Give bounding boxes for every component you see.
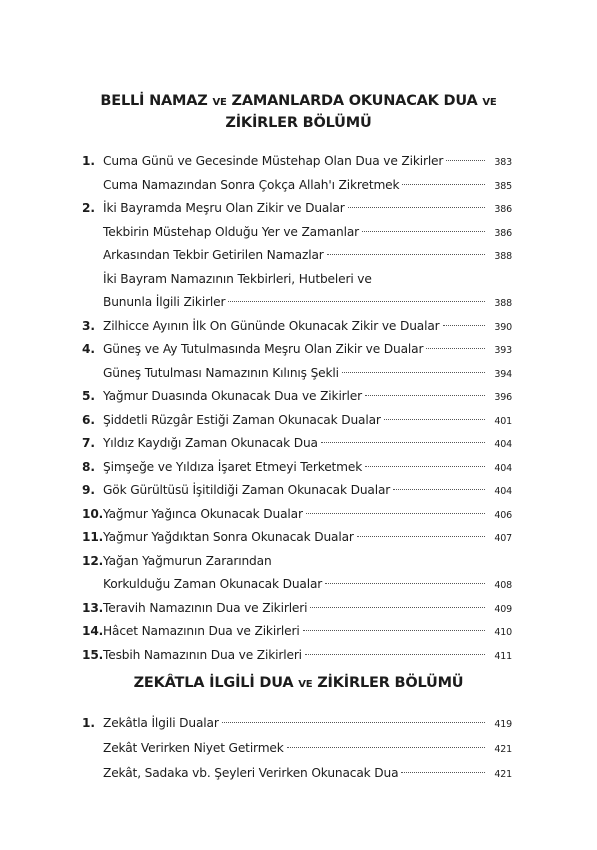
toc-entry-number: 13. <box>82 600 104 615</box>
toc-entry-title: Hâcet Namazının Dua ve Zikirleri <box>103 624 300 638</box>
toc-entry[interactable] <box>82 338 512 360</box>
toc-entry-page: 410 <box>494 627 512 638</box>
toc-entry-title: Bununla İlgili Zikirler <box>103 295 226 309</box>
toc-entry[interactable] <box>82 385 512 407</box>
section-title-part: BELLİ NAMAZ <box>100 93 213 109</box>
toc-entry[interactable] <box>82 644 512 666</box>
toc-entry-title: Cuma Namazından Sonra Çokça Allah'ı Zikretmek <box>103 177 400 192</box>
toc-entry-page: 386 <box>494 204 512 215</box>
toc-entry-page: 383 <box>494 157 512 168</box>
toc-entry-number: 10. <box>82 506 104 521</box>
dot-leader <box>446 160 485 161</box>
toc-entry[interactable] <box>82 409 512 431</box>
toc-entry[interactable] <box>82 573 512 595</box>
toc-entry-title: Yağmur Yağınca Okunacak Dualar <box>103 506 303 521</box>
dot-leader <box>325 583 485 584</box>
toc-entry-title: Şiddetli Rüzgâr Estiği Zaman Okunacak Dualar <box>103 412 381 427</box>
toc-entry-title: Arkasından Tekbir Getirilen Namazlar <box>103 248 324 262</box>
toc-entry-page: 421 <box>494 744 512 755</box>
section-title-part: ZEKÂTLA İLGİLİ DUA <box>133 675 299 691</box>
toc-entry-number: 11. <box>82 530 104 544</box>
toc-entry[interactable] <box>82 737 512 759</box>
toc-entry-title: İki Bayram Namazının Tekbirleri, Hutbeleri ve <box>103 271 372 286</box>
toc-entry-title: Tekbirin Müstehap Olduğu Yer ve Zamanlar <box>103 224 360 239</box>
dot-leader <box>365 466 485 467</box>
toc-entry-number: 5. <box>82 389 95 403</box>
dot-leader <box>327 254 485 255</box>
toc-entry[interactable] <box>82 597 512 619</box>
toc-entry-title: Korkulduğu Zaman Okunacak Dualar <box>103 577 323 591</box>
dot-leader <box>321 442 485 443</box>
section-title-part: VE <box>212 97 227 108</box>
toc-entry-title: Gök Gürültüsü İşitildiği Zaman Okunacak Dualar <box>103 483 391 497</box>
toc-entry[interactable] <box>82 526 512 548</box>
toc-entry-page: 390 <box>494 321 512 333</box>
section-title-line2: ZİKİRLER BÖLÜMÜ <box>225 115 372 131</box>
toc-entry[interactable] <box>82 268 512 290</box>
section-title <box>0 90 597 114</box>
toc-entry[interactable] <box>82 503 512 525</box>
toc-entry[interactable] <box>82 456 512 478</box>
dot-leader <box>401 772 485 773</box>
toc-entry-number: 15. <box>82 647 104 662</box>
toc-entry-title: Yağmur Yağdıktan Sonra Okunacak Dualar <box>103 530 354 544</box>
section-title-part: ZİKİRLER BÖLÜMÜ <box>312 675 464 691</box>
toc-entry-title: Cuma Günü ve Gecesinde Müstehap Olan Dua ve Zikirler <box>103 154 444 168</box>
section-title <box>0 672 597 696</box>
dot-leader <box>305 654 485 655</box>
toc-entry[interactable] <box>82 221 512 243</box>
toc-entry[interactable] <box>82 362 512 384</box>
toc-entry-title: Zekât Verirken Niyet Getirmek <box>103 741 284 755</box>
toc-entry[interactable] <box>82 550 512 572</box>
toc-entry-title: Yağan Yağmurun Zararından <box>103 553 272 568</box>
toc-entry-title: İki Bayramda Meşru Olan Zikir ve Dualar <box>103 201 345 215</box>
toc-entry-page: 404 <box>494 439 512 450</box>
section-title-part: VE <box>482 97 497 108</box>
toc-entry-page: 393 <box>494 345 512 356</box>
dot-leader <box>310 607 485 608</box>
toc-entry-page: 404 <box>494 462 512 474</box>
toc-entry-page: 394 <box>494 368 512 380</box>
toc-entry[interactable] <box>82 315 512 337</box>
toc-entry-page: 419 <box>494 719 512 730</box>
toc-entry-number: 4. <box>82 342 95 356</box>
toc-entry-page: 385 <box>494 180 512 192</box>
section-title-part: VE <box>298 679 313 690</box>
toc-entry-title: Güneş Tutulması Namazının Kılınış Şekli <box>103 365 339 380</box>
dot-leader <box>443 325 485 326</box>
toc-entry-page: 406 <box>494 509 512 521</box>
toc-entry-title: Teravih Namazının Dua ve Zikirleri <box>103 600 308 615</box>
toc-entry-number: 8. <box>82 459 95 474</box>
toc-entry-number: 1. <box>82 154 95 168</box>
toc-entry-number: 2. <box>82 201 95 215</box>
toc-entry[interactable] <box>82 174 512 196</box>
dot-leader <box>306 513 485 514</box>
dot-leader <box>222 722 485 723</box>
toc-entry[interactable] <box>82 291 512 313</box>
toc-entry-page: 388 <box>494 251 512 262</box>
toc-entry-page: 421 <box>494 769 512 780</box>
toc-entry[interactable] <box>82 620 512 642</box>
toc-entry-page: 386 <box>494 227 512 239</box>
dot-leader <box>348 207 485 208</box>
toc-entry-number: 7. <box>82 436 95 450</box>
toc-entry[interactable] <box>82 432 512 454</box>
toc-entry-page: 407 <box>494 533 512 544</box>
toc-entry-title: Yıldız Kaydığı Zaman Okunacak Dua <box>103 436 318 450</box>
dot-leader <box>393 489 485 490</box>
dot-leader <box>342 372 485 373</box>
toc-entry[interactable] <box>82 150 512 172</box>
dot-leader <box>365 395 485 396</box>
toc-entry-number: 14. <box>82 624 104 638</box>
toc-entry[interactable] <box>82 244 512 266</box>
toc-entry-page: 404 <box>494 486 512 497</box>
toc-entry-page: 409 <box>494 603 512 615</box>
toc-entry-title: Güneş ve Ay Tutulmasında Meşru Olan Zikir ve Dualar <box>103 342 424 356</box>
toc-entry-title: Şimşeğe ve Yıldıza İşaret Etmeyi Terketmek <box>103 459 363 474</box>
toc-entry-page: 396 <box>494 392 512 403</box>
toc-entry-page: 401 <box>494 415 512 427</box>
toc-entry-title: Tesbih Namazının Dua ve Zikirleri <box>103 647 302 662</box>
toc-entry[interactable] <box>82 197 512 219</box>
dot-leader <box>426 348 485 349</box>
toc-entry-page: 411 <box>494 650 512 662</box>
dot-leader <box>384 419 485 420</box>
toc-entry-number: 9. <box>82 483 95 497</box>
dot-leader <box>357 536 485 537</box>
dot-leader <box>362 231 485 232</box>
toc-entry-number: 6. <box>82 412 95 427</box>
toc-entry-title: Zilhicce Ayının İlk On Gününde Okunacak Zikir ve Dualar <box>103 318 440 333</box>
toc-entry[interactable] <box>82 762 512 784</box>
toc-entry-page: 388 <box>494 298 512 309</box>
toc-entry-title: Yağmur Duasında Okunacak Dua ve Zikirler <box>103 389 362 403</box>
toc-entry-number: 12. <box>82 553 104 568</box>
toc-entry-title: Zekâtla İlgili Dualar <box>103 716 219 730</box>
dot-leader <box>228 301 485 302</box>
toc-entry-number: 1. <box>82 716 95 730</box>
section-title-part: ZAMANLARDA OKUNACAK DUA <box>226 93 483 109</box>
dot-leader <box>287 747 485 748</box>
dot-leader <box>402 184 485 185</box>
toc-entry-number: 3. <box>82 318 95 333</box>
toc-entry-page: 408 <box>494 580 512 591</box>
dot-leader <box>303 630 485 631</box>
toc-entry[interactable] <box>82 479 512 501</box>
toc-entry[interactable] <box>82 712 512 734</box>
toc-entry-title: Zekât, Sadaka vb. Şeyleri Verirken Okunacak Dua <box>103 766 399 780</box>
